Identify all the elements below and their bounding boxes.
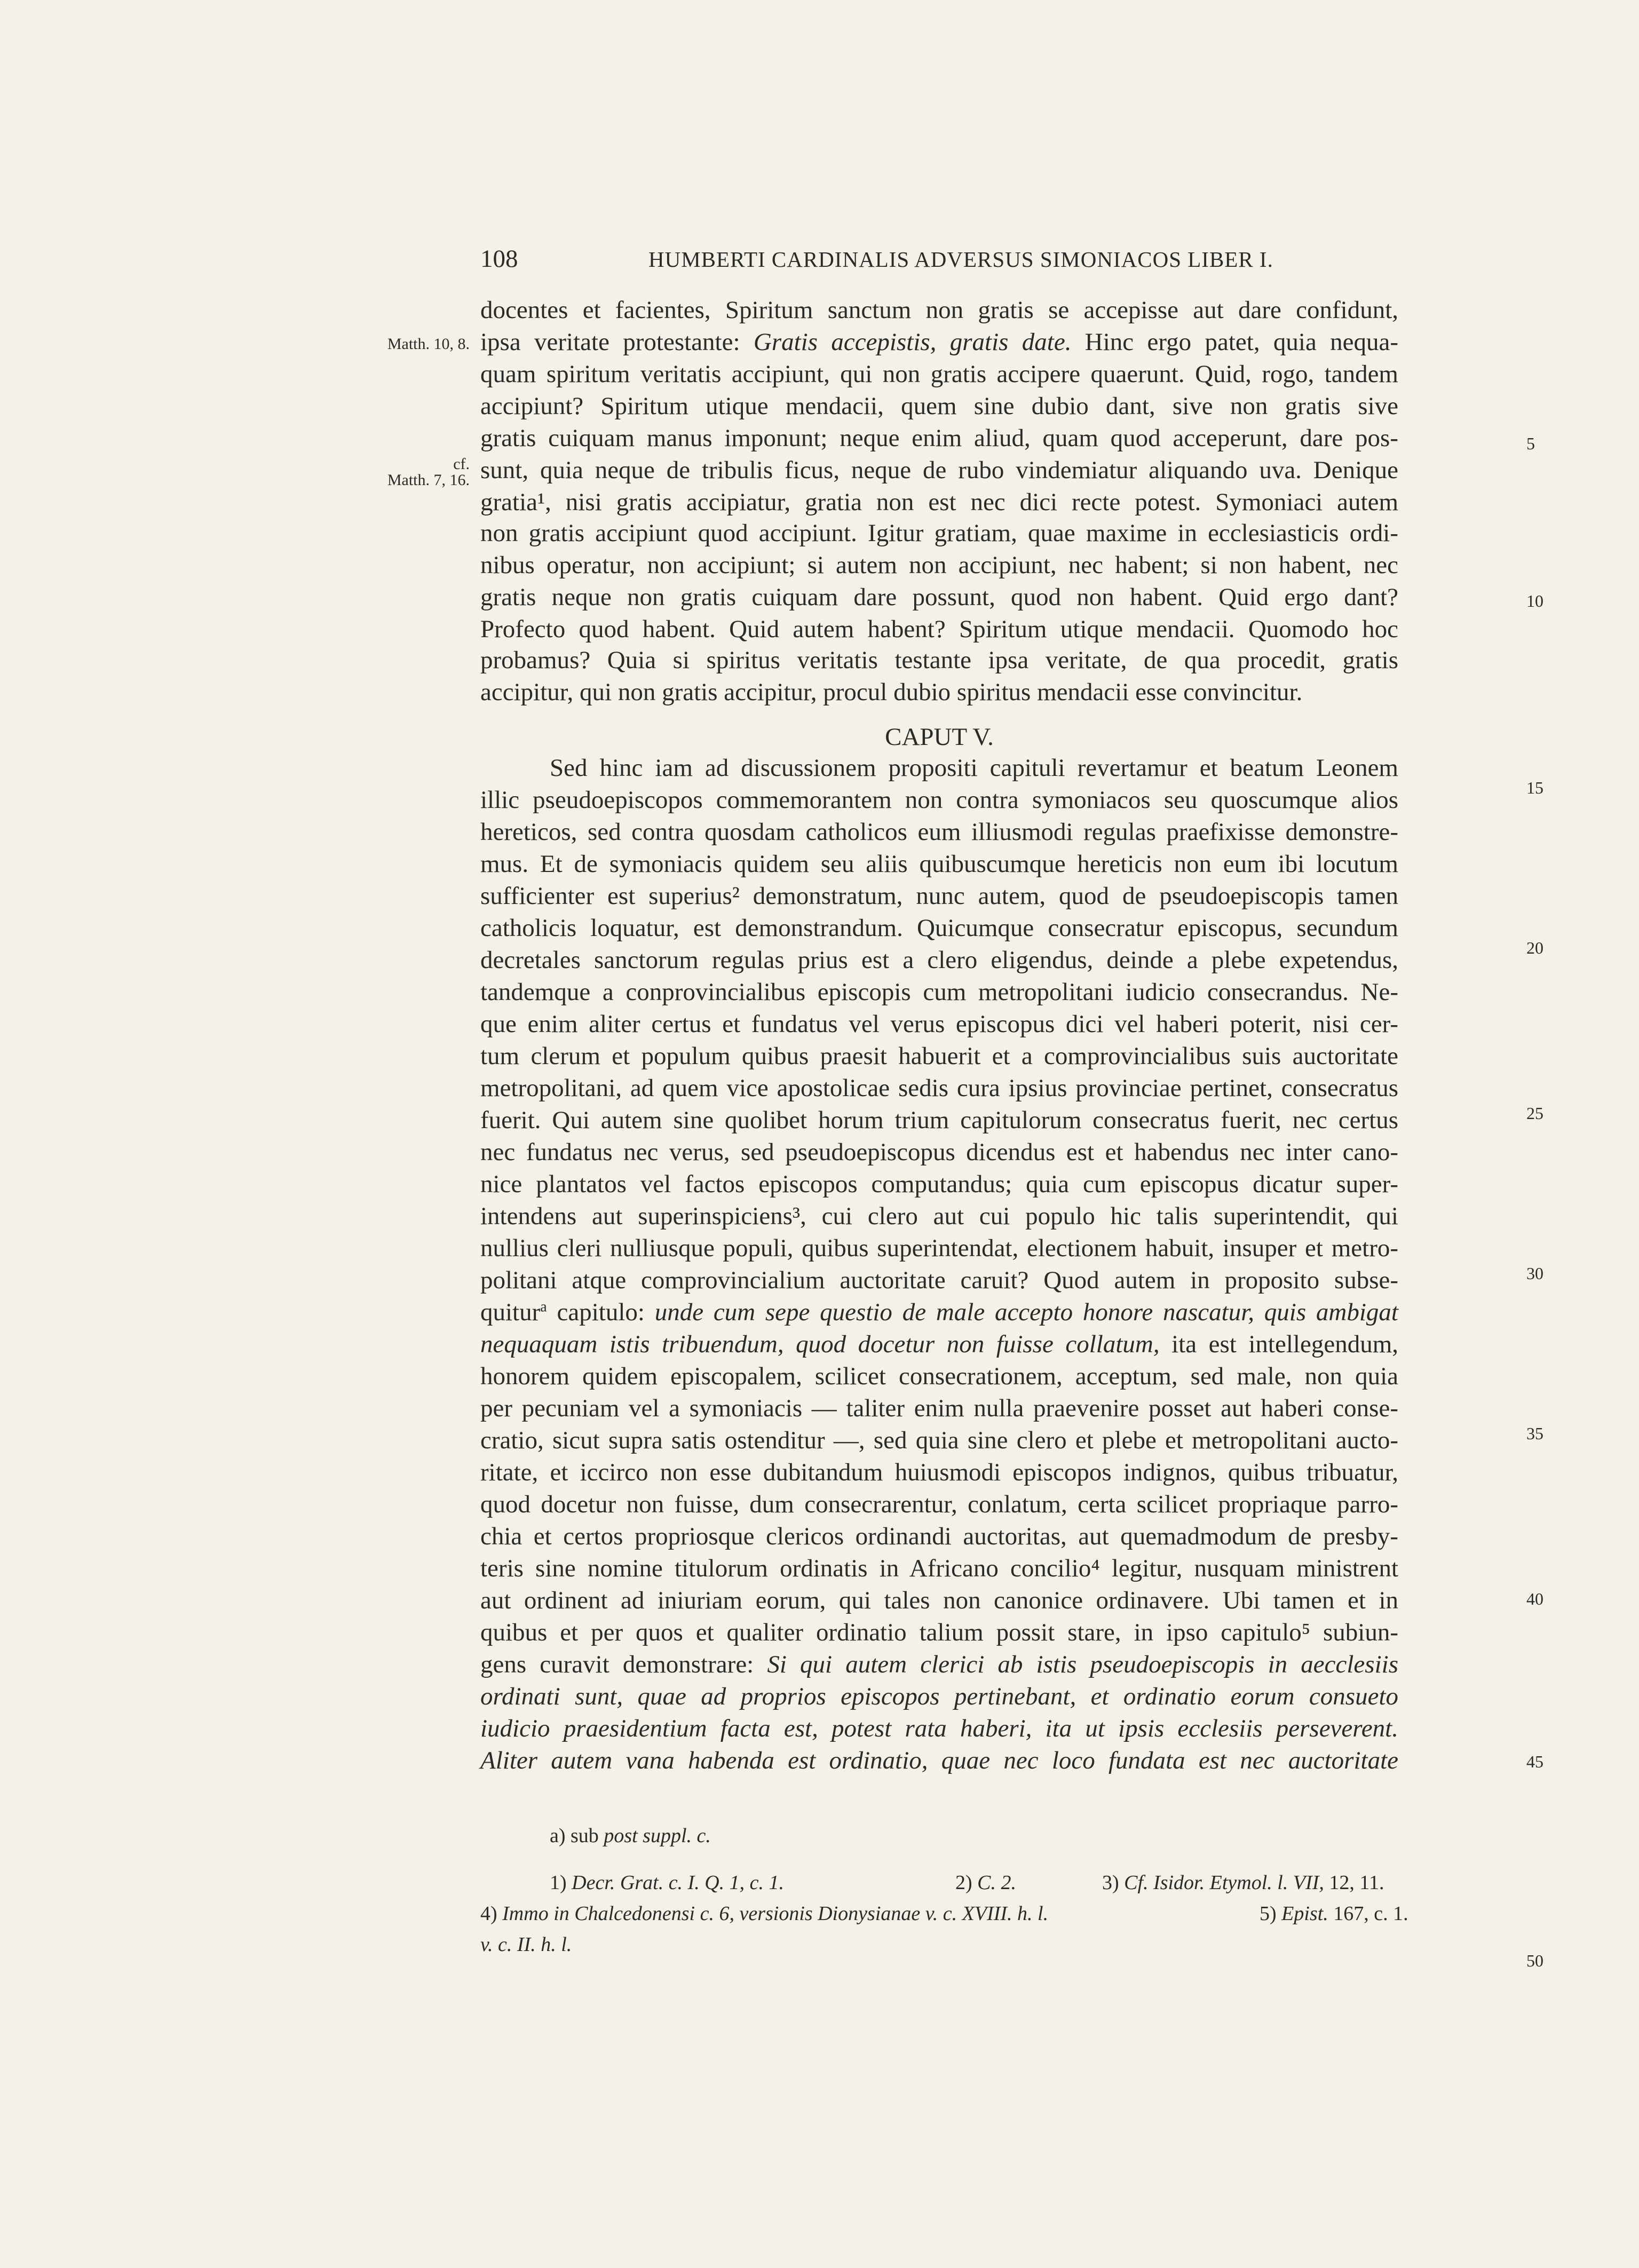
line-number: 20 [1526,938,1543,957]
quotation: Si qui autem clerici ab istis pseudoepiscopis in aecclesiis [767,1651,1398,1678]
text-line: cratio, sicut supra satis ostenditur —, sed quia sine clero et plebe et metropolitani aucto- [480,1426,1398,1454]
text-line: honorem quidem episcopalem, scilicet consecrationem, acceptum, sed male, non quia [480,1362,1398,1390]
line-number: 15 [1526,778,1543,797]
text-line: sunt, quia neque de tribulis ficus, neque de rubo vindemiatur aliquando uva. Denique [480,456,1398,484]
line-number: 10 [1526,591,1543,610]
line-number: 35 [1526,1424,1543,1443]
footnote-4: 4) Immo in Chalcedonensi c. 6, versionis Dionysianae v. c. XVIII. h. l. [480,1902,1049,1925]
text-line: mus. Et de symoniacis quidem seu aliis quibuscumque hereticis non eum ibi locutum [480,850,1398,878]
text-line: teris sine nomine titulorum ordinatis in Africano concilio⁴ legitur, nusquam ministrent [480,1555,1398,1582]
text-line: quibus et per quos et qualiter ordinatio talium possit stare, in ipso capitulo⁵ subiun- [480,1619,1398,1646]
text-line: hereticos, sed contra quosdam catholicos eum illiusmodi regulas praefixisse demonstre- [480,818,1398,846]
line-number: 25 [1526,1104,1543,1123]
footnote-2: 2) C. 2. [955,1872,1017,1894]
footnote-1: 1) Decr. Grat. c. I. Q. 1, c. 1. [550,1872,785,1894]
text-line: nullius cleri nulliusque populi, quibus superintendat, electionem habuit, insuper et metro- [480,1234,1398,1262]
page-number: 108 [480,245,518,273]
text-line: quam spiritum veritatis accipiunt, qui non gratis accipere quaerunt. Quid, rogo, tandem [480,360,1398,388]
text-line: ritate, et iccirco non esse dubitandum huiusmodi episcopos indignos, quibus tribuatur, [480,1458,1398,1486]
running-title: HUMBERTI CARDINALIS ADVERSUS SIMONIACOS LIBER I. [648,247,1273,272]
text-line: politani atque comprovincialium auctoritate caruit? Quod autem in proposito subse- [480,1266,1398,1294]
text-line: Sed hinc iam ad discussionem propositi capituli revertamur et beatum Leonem [550,754,1398,782]
text-line: aut ordinent ad iniuriam eorum, qui tales non canonice ordinavere. Ubi tamen et in [480,1587,1398,1614]
line-number: 40 [1526,1589,1543,1608]
text-line: probamus? Quia si spiritus veritatis testante ipsa veritate, de qua procedit, gratis [480,646,1398,674]
line-number: 45 [1526,1752,1543,1771]
text-line: decretales sanctorum regulas prius est a clero eligendus, deinde a plebe expetendus, [480,946,1398,974]
text-line: metropolitani, ad quem vice apostolicae sedis cura ipsius provinciae pertinet, consecratus [480,1074,1398,1102]
quotation: unde cum sepe questio de male accepto honore nascatur, quis ambigat [654,1298,1398,1326]
text-line: ipsa veritate protestante: Gratis accepistis, gratis date. Hinc ergo patet, quia nequa- [480,328,1399,356]
text-line: nequaquam istis tribuendum, quod docetur non fuisse collatum, ita est intellegendum, [480,1330,1398,1358]
quotation: nequaquam istis tribuendum, quod docetur non fuisse collatum, [480,1330,1160,1358]
quotation-line: iudicio praesidentium facta est, potest rata haberi, ita ut ipsis ecclesiis perseverent. [480,1715,1398,1742]
text-line: docentes et facientes, Spiritum sanctum non gratis se accepisse aut dare confidunt, [480,296,1398,324]
text-line: intendens aut superinspiciens³, cui clero aut cui populo hic talis superintendit, qui [480,1202,1398,1230]
text-line: per pecuniam vel a symoniacis — taliter enim nulla praevenire posset aut haberi conse- [480,1394,1398,1422]
line-number: 5 [1526,434,1535,453]
text-line: accipitur, qui non gratis accipitur, procul dubio spiritus mendacii esse convincitur. [480,678,1303,706]
footnote-3: 3) Cf. Isidor. Etymol. l. VII, 12, 11. [1102,1872,1384,1894]
text-line: nibus operatur, non accipiunt; si autem non accipiunt, nec habent; si non habent, nec [480,551,1398,579]
line-number: 50 [1526,1951,1543,1970]
chapter-heading: CAPUT V. [885,723,994,751]
footnote-5: 5) Epist. 167, c. 1. [1260,1902,1408,1925]
text-line: gratia¹, nisi gratis accipiatur, gratia non est nec dici recte potest. Symoniaci autem [480,488,1398,516]
margin-citation: Matth. 10, 8. [387,335,470,353]
text-line: catholicis loquatur, est demonstrandum. Quicumque consecratur episcopus, secundum [480,914,1398,942]
text-line: gratis cuiquam manus imponunt; neque enim aliud, quam quod acceperunt, dare pos- [480,424,1398,452]
running-header [480,237,1393,285]
text-line: accipiunt? Spiritum utique mendacii, quem sine dubio dant, sive non gratis sive [480,392,1398,420]
text-line: sufficienter est superius² demonstratum, nunc autem, quod de pseudoepiscopis tamen [480,882,1398,910]
text-line: fuerit. Qui autem sine quolibet horum trium capitulorum consecratus fuerit, nec certus [480,1106,1398,1134]
footnote-continuation: v. c. II. h. l. [480,1933,572,1956]
text-line: illic pseudoepiscopos commemorantem non contra symoniacos seu quoscumque alios [480,786,1398,814]
text-line: chia et certos propriosque clericos ordinandi auctoritas, aut quemadmodum de presby- [480,1522,1398,1550]
text-line: non gratis accipiunt quod accipiunt. Igitur gratiam, quae maxime in ecclesiasticis ordi- [480,519,1398,547]
text-line: gratis neque non gratis cuiquam dare possunt, quod non habent. Quid ergo dant? [480,583,1398,611]
text-line: que enim aliter certus et fundatus vel verus episcopus dici vel haberi poterit, nisi cer- [480,1010,1398,1038]
text-line: nice plantatos vel factos episcopos computandus; quia cum episcopus dicatur super- [480,1170,1398,1198]
margin-citation: Matth. 7, 16. [387,471,470,489]
margin-citation: cf. [453,455,470,473]
quotation: Gratis accepistis, gratis date. [753,328,1072,356]
text-line: gens curavit demonstrare: Si qui autem clerici ab istis pseudoepiscopis in aecclesiis [480,1651,1398,1678]
quotation-line: ordinati sunt, quae ad proprios episcopos pertinebant, et ordinatio eorum consueto [480,1683,1398,1710]
text-line: tandemque a conprovincialibus episcopis cum metropolitani iudicio consecrandus. Ne- [480,978,1398,1006]
text-line: quod docetur non fuisse, dum consecrarentur, conlatum, certa scilicet propriaque parro- [480,1490,1398,1518]
text-line: Profecto quod habent. Quid autem habent? Spiritum utique mendacii. Quomodo hoc [480,615,1398,643]
line-number: 30 [1526,1264,1543,1283]
text-line: nec fundatus nec verus, sed pseudoepiscopus dicendus est et habendus nec inter cano- [480,1138,1398,1166]
text-line: tum clerum et populum quibus praesit habuerit et a comprovincialibus suis auctoritate [480,1042,1398,1070]
quotation-line: Aliter autem vana habenda est ordinatio, quae nec loco fundata est nec auctoritate [480,1747,1398,1774]
apparatus-marker: a [540,1298,547,1315]
text-line: quitur$^a$ capitulo: unde cum sepe questio de male accepto honore nascatur, quis ambigat [480,1298,1398,1326]
apparatus-note: a) sub post suppl. c. [550,1825,711,1847]
